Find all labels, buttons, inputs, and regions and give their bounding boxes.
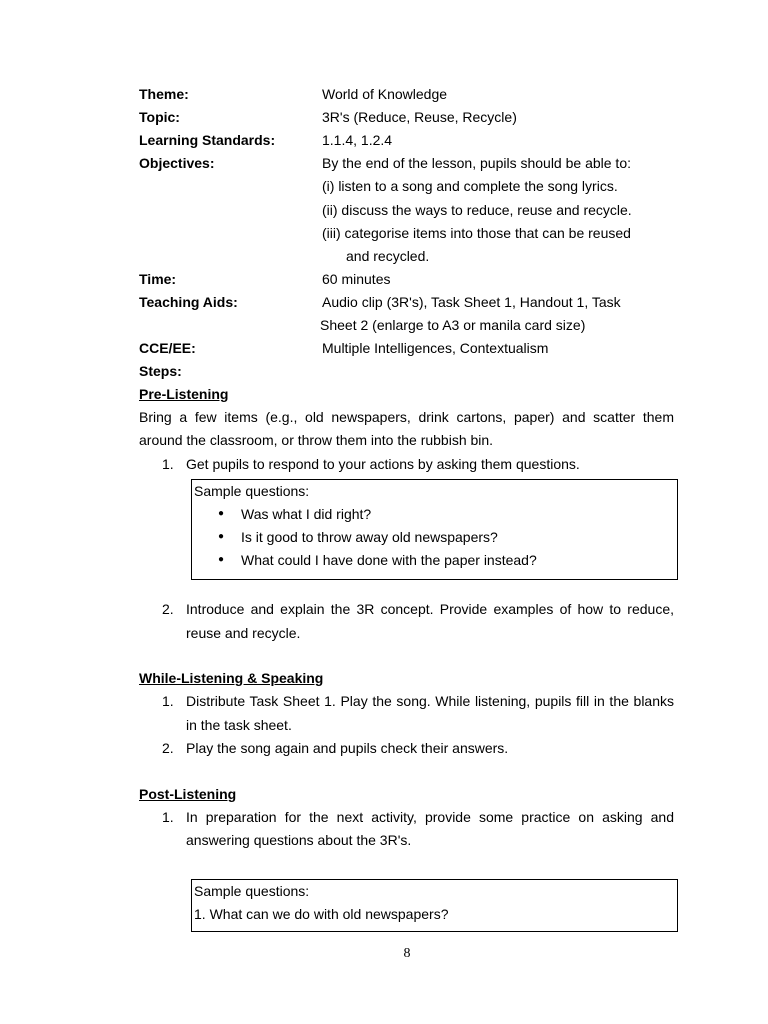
- bullet-icon: ●: [218, 508, 225, 519]
- step-text: Distribute Task Sheet 1. Play the song. While listening, pupils fill in the blanks: [186, 693, 674, 709]
- learning-standards-label: Learning Standards:: [139, 132, 276, 148]
- objectives-label: Objectives:: [139, 155, 215, 171]
- objective-item: (ii) discuss the ways to reduce, reuse and recycle.: [322, 202, 632, 218]
- step-text: Play the song again and pupils check their answers.: [186, 740, 509, 756]
- while-listening-heading: While-Listening & Speaking: [139, 670, 324, 686]
- sample-question: Was what I did right?: [241, 506, 372, 522]
- step-number: 1.: [162, 693, 174, 709]
- sample-question: What could I have done with the paper instead?: [241, 552, 537, 568]
- objectives-intro: By the end of the lesson, pupils should be able to:: [322, 155, 631, 171]
- page-number: 8: [403, 946, 411, 961]
- bullet-icon: ●: [218, 531, 225, 542]
- teaching-aids-value: Audio clip (3R's), Task Sheet 1, Handout 1, Task: [322, 294, 621, 310]
- objective-item: (i) listen to a song and complete the song lyrics.: [322, 178, 618, 194]
- sample-question: Is it good to throw away old newspapers?: [241, 529, 498, 545]
- step-text-continuation: reuse and recycle.: [186, 625, 301, 641]
- time-label: Time:: [139, 271, 177, 287]
- step-number: 2.: [162, 601, 174, 617]
- step-number: 1.: [162, 456, 174, 472]
- pre-listening-intro: Bring a few items (e.g., old newspapers, drink cartons, paper) and scatter them: [139, 409, 674, 425]
- sample-questions-box: [191, 479, 678, 580]
- topic-value: 3R's (Reduce, Reuse, Recycle): [322, 109, 517, 125]
- bullet-icon: ●: [218, 554, 225, 565]
- sample-questions-title: Sample questions:: [194, 883, 310, 899]
- cce-ee-label: CCE/EE:: [139, 340, 196, 356]
- sample-question: 1. What can we do with old newspapers?: [194, 906, 449, 922]
- topic-label: Topic:: [139, 109, 180, 125]
- step-text: In preparation for the next activity, provide some practice on asking and: [186, 809, 674, 825]
- learning-standards-value: 1.1.4, 1.2.4: [322, 132, 393, 148]
- objective-item-continuation: and recycled.: [346, 248, 430, 264]
- step-text: Introduce and explain the 3R concept. Provide examples of how to reduce,: [186, 601, 674, 617]
- pre-listening-intro-continuation: around the classroom, or throw them into the rubbish bin.: [139, 432, 494, 448]
- time-value: 60 minutes: [322, 271, 391, 287]
- sample-questions-box: [191, 879, 678, 932]
- objective-item: (iii) categorise items into those that can be reused: [322, 225, 631, 241]
- pre-listening-heading: Pre-Listening: [139, 386, 229, 402]
- theme-label: Theme:: [139, 86, 189, 102]
- step-text-continuation: in the task sheet.: [186, 717, 292, 733]
- step-text: Get pupils to respond to your actions by asking them questions.: [186, 456, 580, 472]
- cce-ee-value: Multiple Intelligences, Contextualism: [322, 340, 549, 356]
- step-number: 1.: [162, 809, 174, 825]
- step-text-continuation: answering questions about the 3R's.: [186, 832, 412, 848]
- sample-questions-title: Sample questions:: [194, 483, 310, 499]
- theme-value: World of Knowledge: [322, 86, 448, 102]
- step-number: 2.: [162, 740, 174, 756]
- teaching-aids-value-continuation: Sheet 2 (enlarge to A3 or manila card size): [320, 317, 586, 333]
- teaching-aids-label: Teaching Aids:: [139, 294, 238, 310]
- post-listening-heading: Post-Listening: [139, 786, 237, 802]
- steps-label: Steps:: [139, 363, 182, 379]
